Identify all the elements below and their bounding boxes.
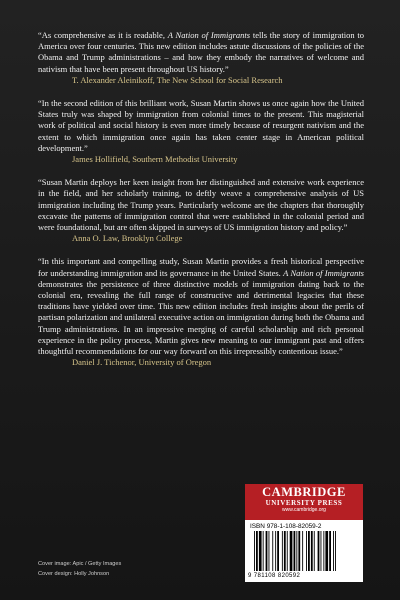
blurb-aleinikoff (38, 30, 364, 86)
quote-text: demonstrates the persistence of three distinctive models of immigration dating back to the colonial era, revealing the full range of constructive and detrimental legacies that these traditions have yielded over time. This new edition includes fresh insights about the perils of partisan polarization and unilateral executive action on immigration during both the Obama and Trump administrations. In an impressive merging of careful scholarship and rich personal experience in the policy process, Martin gives new meaning to our immigrant past and offers thoughtful recommendations for our way forward on this irrepressibly contentious issue.” (38, 278, 364, 357)
blurb-attribution: James Hollifield, Southern Methodist University (72, 154, 238, 165)
quote-text: “In this important and compelling study, Susan Martin provides a fresh historical perspective for understanding immigration and its governance in the United States. (38, 256, 364, 278)
blurb-attribution: Daniel J. Tichenor, University of Oregon (72, 357, 212, 368)
book-title-italic: A Nation of Immigrants (167, 30, 251, 40)
book-title-italic: A Nation of Immigrants (283, 267, 364, 278)
publisher-url: www.cambridge.org (282, 507, 326, 513)
publisher-isbn-panel (245, 484, 363, 582)
blurb-list (38, 30, 364, 380)
blurb-quote (38, 30, 364, 75)
barcode-icon (253, 531, 355, 571)
blurb-quote: “In the second edition of this brilliant work, Susan Martin shows us once again how the United States truly was shaped by immigration from colonial times to the present. This magisterial work of political and social history is even more timely because of resurgent nativism and the extent to which immigration once again has taken center stage in American political development.” (38, 98, 364, 153)
cover-image-credit: Cover image: Apic / Getty Images (38, 561, 122, 567)
blurb-attribution: T. Alexander Aleinikoff, The New School for Social Research (72, 74, 283, 85)
blurb-quote (38, 256, 364, 357)
quote-text: “As comprehensive as it is readable, (38, 30, 168, 40)
barcode-digits: 9 781108 820592 (248, 573, 301, 579)
isbn-label: ISBN 978-1-108-82059-2 (250, 523, 322, 530)
cover-credits (38, 559, 121, 579)
publisher-subtitle: UNIVERSITY PRESS (265, 499, 343, 507)
blurb-tichenor (38, 256, 364, 368)
cambridge-logo (245, 484, 363, 520)
blurb-law (38, 177, 364, 244)
quote-text: tells the story of immigration to America over four centuries. This new edition includes astute discussions of the policies of the Obama and Trump administrations – and how they embody the narratives of welcome and nativism that have been present throughout US history.” (38, 30, 364, 74)
publisher-name: CAMBRIDGE (262, 485, 346, 499)
blurb-attribution: Anna O. Law, Brooklyn College (72, 233, 183, 244)
cover-design-credit: Cover design: Holly Johnson (38, 571, 110, 577)
blurb-quote: “Susan Martin deploys her keen insight from her distinguished and extensive work experience in the field, and her scholarly training, to deftly weave a comprehensive analysis of US immigration including the Trump years. Particularly welcome are the chapters that thoroughly excavate the patterns of immigration control that were established in the colonial period and were foundational, but are often skipped in surveys of US immigration history and policy.” (38, 177, 364, 233)
blurb-hollifield (38, 98, 364, 165)
